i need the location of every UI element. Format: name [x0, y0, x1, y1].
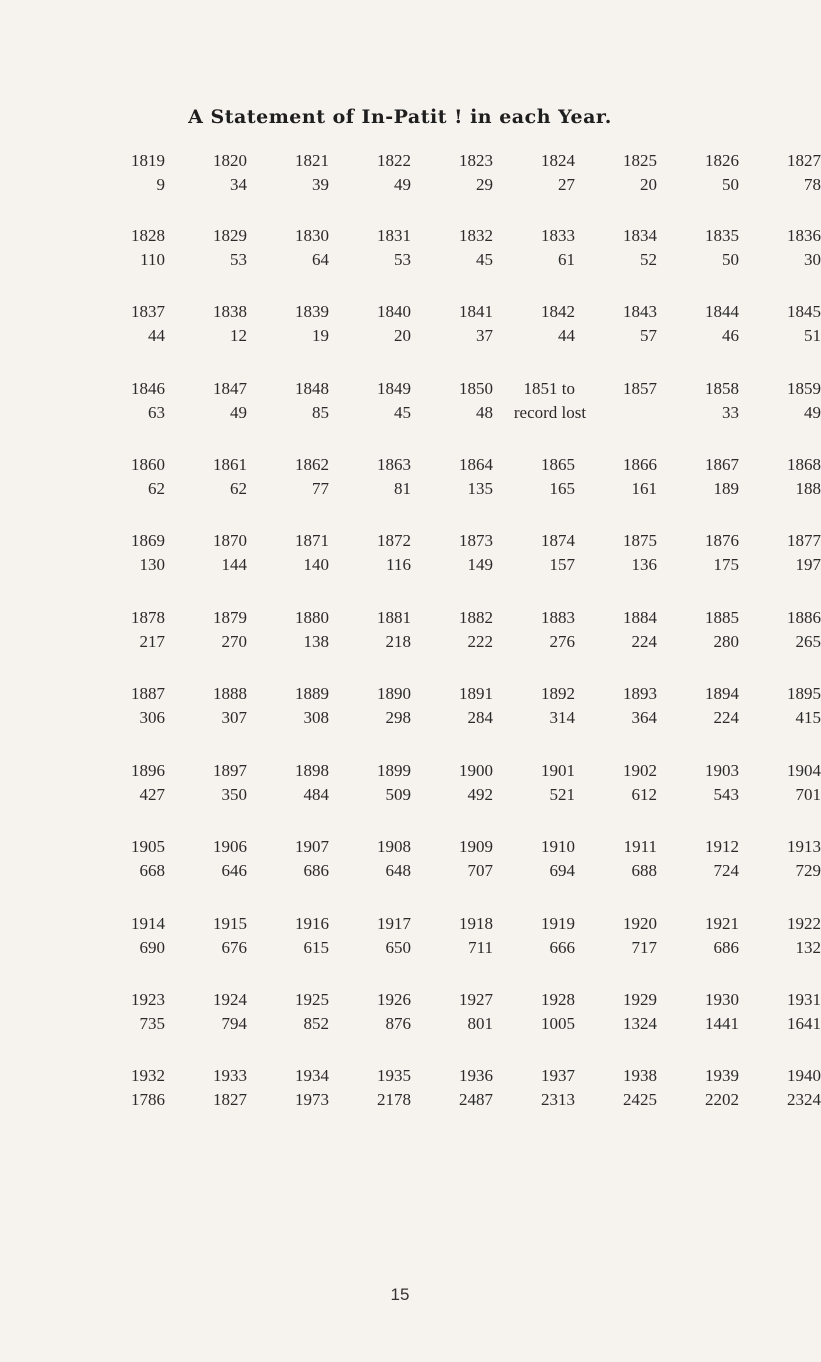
count-row — [105, 1089, 821, 1111]
year-row — [105, 150, 821, 172]
count-cell: 350 — [221, 785, 247, 804]
year-cell: 1940 — [787, 1066, 821, 1085]
year-cell: 1824 — [541, 151, 575, 170]
count-cell: 175 — [713, 555, 739, 574]
year-cell: 1902 — [623, 761, 657, 780]
count-cell: 217 — [139, 632, 165, 651]
count-cell: 218 — [385, 632, 411, 651]
year-cell: 1845 — [787, 302, 821, 321]
page-number: 15 — [390, 1285, 410, 1304]
count-cell: 707 — [467, 861, 493, 880]
count-cell: 188 — [795, 479, 821, 498]
year-cell: 1840 — [377, 302, 411, 321]
year-cell: 1929 — [623, 990, 657, 1009]
year-cell: 1884 — [623, 608, 657, 627]
count-row — [105, 707, 821, 729]
count-cell: 81 — [394, 479, 411, 498]
year-cell: 1861 — [213, 455, 247, 474]
count-cell: 64 — [312, 250, 329, 269]
count-cell: 484 — [303, 785, 329, 804]
year-cell: 1895 — [787, 684, 821, 703]
count-cell: 666 — [549, 938, 575, 957]
year-cell: 1828 — [131, 226, 165, 245]
year-cell: 1875 — [623, 531, 657, 550]
count-cell: 364 — [631, 708, 657, 727]
year-cell: 1925 — [295, 990, 329, 1009]
year-cell: 1837 — [131, 302, 165, 321]
count-cell: 735 — [139, 1014, 165, 1033]
year-cell: 1921 — [705, 914, 739, 933]
count-cell: 165 — [549, 479, 575, 498]
year-cell: 1906 — [213, 837, 247, 856]
count-cell: 140 — [303, 555, 329, 574]
year-cell: 1874 — [541, 531, 575, 550]
year-block — [105, 836, 821, 884]
count-cell: 135 — [467, 479, 493, 498]
count-cell: 270 — [221, 632, 247, 651]
year-cell: 1860 — [131, 455, 165, 474]
year-cell: 1898 — [295, 761, 329, 780]
year-cell: 1936 — [459, 1066, 493, 1085]
year-cell: 1926 — [377, 990, 411, 1009]
count-cell: 1786 — [131, 1090, 165, 1109]
year-cell: 1844 — [705, 302, 739, 321]
count-cell: 44 — [558, 326, 575, 345]
count-row — [105, 249, 821, 271]
count-cell: 686 — [713, 938, 739, 957]
count-cell: 48 — [476, 403, 493, 422]
count-cell: 717 — [631, 938, 657, 957]
year-cell: 1825 — [623, 151, 657, 170]
year-cell: 1827 — [787, 151, 821, 170]
year-cell: 1839 — [295, 302, 329, 321]
count-cell: 308 — [303, 708, 329, 727]
year-cell: 1919 — [541, 914, 575, 933]
year-cell: 1891 — [459, 684, 493, 703]
count-cell: 415 — [795, 708, 821, 727]
year-row — [105, 836, 821, 858]
year-cell: 1877 — [787, 531, 821, 550]
year-cell: 1886 — [787, 608, 821, 627]
year-row — [105, 1065, 821, 1087]
year-cell: 1857 — [623, 379, 657, 398]
year-cell: 1826 — [705, 151, 739, 170]
count-cell: 49 — [394, 175, 411, 194]
count-cell: 1005 — [541, 1014, 575, 1033]
count-cell: 51 — [804, 326, 821, 345]
year-cell: 1868 — [787, 455, 821, 474]
year-cell: 1901 — [541, 761, 575, 780]
count-cell: 427 — [139, 785, 165, 804]
count-cell: 650 — [385, 938, 411, 957]
count-cell: 50 — [722, 250, 739, 269]
year-block — [105, 378, 821, 426]
count-cell: 49 — [804, 403, 821, 422]
count-cell: 306 — [139, 708, 165, 727]
year-cell: 1903 — [705, 761, 739, 780]
count-cell: 314 — [549, 708, 575, 727]
year-cell: 1831 — [377, 226, 411, 245]
year-row — [105, 683, 821, 705]
count-row — [105, 325, 821, 347]
count-cell: 138 — [303, 632, 329, 651]
year-cell: 1822 — [377, 151, 411, 170]
year-cell: 1869 — [131, 531, 165, 550]
count-cell: 729 — [795, 861, 821, 880]
count-cell: 2487 — [459, 1090, 493, 1109]
count-cell: 136 — [631, 555, 657, 574]
year-cell: 1899 — [377, 761, 411, 780]
year-row — [105, 760, 821, 782]
count-cell: 44 — [148, 326, 165, 345]
count-cell: 57 — [640, 326, 657, 345]
count-cell: 724 — [713, 861, 739, 880]
year-cell: 1911 — [623, 837, 657, 856]
year-cell: 1842 — [541, 302, 575, 321]
year-cell: 1907 — [295, 837, 329, 856]
year-cell: 1871 — [295, 531, 329, 550]
year-cell: 1918 — [459, 914, 493, 933]
count-cell: 53 — [394, 250, 411, 269]
year-cell: 1897 — [213, 761, 247, 780]
count-cell: 307 — [221, 708, 247, 727]
count-row — [105, 937, 821, 959]
count-cell: 298 — [385, 708, 411, 727]
year-cell: 1889 — [295, 684, 329, 703]
count-cell: 50 — [722, 175, 739, 194]
count-cell: 130 — [139, 555, 165, 574]
count-cell: 12 — [230, 326, 247, 345]
count-cell: 1441 — [705, 1014, 739, 1033]
year-cell: 1878 — [131, 608, 165, 627]
year-block — [105, 301, 821, 349]
count-row — [105, 1013, 821, 1035]
year-cell: 1880 — [295, 608, 329, 627]
year-cell: 1937 — [541, 1066, 575, 1085]
count-cell: 648 — [385, 861, 411, 880]
count-cell: 78 — [804, 175, 821, 194]
count-cell: 45 — [476, 250, 493, 269]
count-row — [105, 402, 821, 424]
year-cell: 1863 — [377, 455, 411, 474]
year-cell: 1933 — [213, 1066, 247, 1085]
year-cell: 1867 — [705, 455, 739, 474]
count-cell: 110 — [140, 250, 165, 269]
count-cell: 668 — [139, 861, 165, 880]
year-cell: 1835 — [705, 226, 739, 245]
year-cell: 1865 — [541, 455, 575, 474]
count-cell: 794 — [221, 1014, 247, 1033]
year-cell: 1843 — [623, 302, 657, 321]
count-cell: 801 — [467, 1014, 493, 1033]
count-cell: 612 — [631, 785, 657, 804]
year-cell: 1896 — [131, 761, 165, 780]
count-cell: 1827 — [213, 1090, 247, 1109]
count-cell: 701 — [795, 785, 821, 804]
year-cell: 1848 — [295, 379, 329, 398]
year-cell: 1851 to — [523, 379, 575, 398]
year-block — [105, 760, 821, 808]
year-row — [105, 301, 821, 323]
count-cell: 224 — [713, 708, 739, 727]
year-cell: 1894 — [705, 684, 739, 703]
year-cell: 1923 — [131, 990, 165, 1009]
year-cell: 1887 — [131, 684, 165, 703]
count-cell: 284 — [467, 708, 493, 727]
year-cell: 1821 — [295, 151, 329, 170]
year-row — [105, 225, 821, 247]
count-cell: 197 — [795, 555, 821, 574]
year-cell: 1892 — [541, 684, 575, 703]
count-cell: 521 — [549, 785, 575, 804]
count-cell: 9 — [156, 175, 165, 194]
year-cell: 1820 — [213, 151, 247, 170]
record-lost-note: record lost — [513, 403, 587, 422]
count-cell: 144 — [221, 555, 247, 574]
count-cell: 543 — [713, 785, 739, 804]
count-cell: 1641 — [787, 1014, 821, 1033]
count-cell: 29 — [476, 175, 493, 194]
count-cell: 27 — [558, 175, 575, 194]
count-cell: 157 — [549, 555, 575, 574]
year-cell: 1922 — [787, 914, 821, 933]
year-row — [105, 378, 821, 400]
year-cell: 1823 — [459, 151, 493, 170]
year-cell: 1832 — [459, 226, 493, 245]
year-row — [105, 913, 821, 935]
count-cell: 2313 — [541, 1090, 575, 1109]
count-row — [105, 478, 821, 500]
year-cell: 1841 — [459, 302, 493, 321]
count-cell: 61 — [558, 250, 575, 269]
year-cell: 1883 — [541, 608, 575, 627]
year-cell: 1885 — [705, 608, 739, 627]
year-cell: 1915 — [213, 914, 247, 933]
year-cell: 1928 — [541, 990, 575, 1009]
count-cell: 39 — [312, 175, 329, 194]
year-cell: 1912 — [705, 837, 739, 856]
year-block — [105, 454, 821, 502]
count-cell: 686 — [303, 861, 329, 880]
year-cell: 1881 — [377, 608, 411, 627]
count-cell: 222 — [467, 632, 493, 651]
year-cell: 1876 — [705, 531, 739, 550]
count-cell: 45 — [394, 403, 411, 422]
year-block — [105, 1065, 821, 1113]
count-cell: 37 — [476, 326, 493, 345]
year-cell: 1847 — [213, 379, 247, 398]
year-block — [105, 530, 821, 578]
year-cell: 1913 — [787, 837, 821, 856]
count-cell: 224 — [631, 632, 657, 651]
count-cell: 34 — [230, 175, 247, 194]
count-row — [105, 631, 821, 653]
year-cell: 1932 — [131, 1066, 165, 1085]
year-cell: 1924 — [213, 990, 247, 1009]
count-cell: 52 — [640, 250, 657, 269]
count-cell: 280 — [713, 632, 739, 651]
year-block — [105, 225, 821, 273]
year-block — [105, 607, 821, 655]
year-cell: 1935 — [377, 1066, 411, 1085]
year-cell: 1830 — [295, 226, 329, 245]
count-cell: 132 — [795, 938, 821, 957]
count-cell: 694 — [549, 861, 575, 880]
count-cell: 189 — [713, 479, 739, 498]
year-cell: 1866 — [623, 455, 657, 474]
count-cell: 852 — [303, 1014, 329, 1033]
year-cell: 1904 — [787, 761, 821, 780]
year-block — [105, 683, 821, 731]
year-cell: 1938 — [623, 1066, 657, 1085]
year-block — [105, 150, 821, 198]
count-cell: 19 — [312, 326, 329, 345]
count-cell: 161 — [631, 479, 657, 498]
count-cell: 77 — [312, 479, 329, 498]
count-cell: 492 — [467, 785, 493, 804]
year-cell: 1888 — [213, 684, 247, 703]
year-cell: 1916 — [295, 914, 329, 933]
count-cell: 646 — [221, 861, 247, 880]
count-cell: 276 — [549, 632, 575, 651]
year-cell: 1910 — [541, 837, 575, 856]
year-cell: 1879 — [213, 608, 247, 627]
year-cell: 1873 — [459, 531, 493, 550]
count-cell: 2178 — [377, 1090, 411, 1109]
year-cell: 1870 — [213, 531, 247, 550]
year-cell: 1931 — [787, 990, 821, 1009]
year-cell: 1934 — [295, 1066, 329, 1085]
count-cell: 62 — [148, 479, 165, 498]
count-cell: 33 — [722, 403, 739, 422]
year-cell: 1858 — [705, 379, 739, 398]
count-row — [105, 784, 821, 806]
year-block — [105, 913, 821, 961]
count-cell: 46 — [722, 326, 739, 345]
page-title: A Statement of In-Patit ! in each Year. — [188, 106, 612, 128]
year-cell: 1908 — [377, 837, 411, 856]
count-cell: 688 — [631, 861, 657, 880]
year-cell: 1833 — [541, 226, 575, 245]
year-cell: 1838 — [213, 302, 247, 321]
year-row — [105, 607, 821, 629]
year-cell: 1927 — [459, 990, 493, 1009]
year-cell: 1850 — [459, 379, 493, 398]
year-cell: 1917 — [377, 914, 411, 933]
year-cell: 1890 — [377, 684, 411, 703]
year-row — [105, 530, 821, 552]
count-cell: 509 — [385, 785, 411, 804]
year-cell: 1893 — [623, 684, 657, 703]
count-cell: 49 — [230, 403, 247, 422]
count-row — [105, 554, 821, 576]
year-block — [105, 989, 821, 1037]
year-cell: 1900 — [459, 761, 493, 780]
count-cell: 876 — [385, 1014, 411, 1033]
year-cell: 1836 — [787, 226, 821, 245]
count-cell: 62 — [230, 479, 247, 498]
year-cell: 1849 — [377, 379, 411, 398]
count-cell: 615 — [303, 938, 329, 957]
year-cell: 1905 — [131, 837, 165, 856]
year-cell: 1939 — [705, 1066, 739, 1085]
count-cell: 1324 — [623, 1014, 657, 1033]
year-cell: 1909 — [459, 837, 493, 856]
year-row — [105, 989, 821, 1011]
year-cell: 1846 — [131, 379, 165, 398]
count-cell: 2425 — [623, 1090, 657, 1109]
count-cell: 85 — [312, 403, 329, 422]
count-cell: 711 — [468, 938, 493, 957]
year-cell: 1914 — [131, 914, 165, 933]
count-cell: 53 — [230, 250, 247, 269]
count-cell: 265 — [795, 632, 821, 651]
count-cell: 20 — [394, 326, 411, 345]
count-cell: 63 — [148, 403, 165, 422]
count-row — [105, 174, 821, 196]
year-cell: 1819 — [131, 151, 165, 170]
count-cell: 116 — [386, 555, 411, 574]
count-cell: 2202 — [705, 1090, 739, 1109]
year-cell: 1920 — [623, 914, 657, 933]
year-cell: 1872 — [377, 531, 411, 550]
year-cell: 1864 — [459, 455, 493, 474]
year-cell: 1882 — [459, 608, 493, 627]
count-cell: 2324 — [787, 1090, 821, 1109]
year-cell: 1829 — [213, 226, 247, 245]
count-cell: 149 — [467, 555, 493, 574]
year-cell: 1834 — [623, 226, 657, 245]
count-cell: 1973 — [295, 1090, 329, 1109]
year-cell: 1930 — [705, 990, 739, 1009]
count-cell: 690 — [139, 938, 165, 957]
year-row — [105, 454, 821, 476]
count-cell: 30 — [804, 250, 821, 269]
count-cell: 20 — [640, 175, 657, 194]
count-row — [105, 860, 821, 882]
count-cell: 676 — [221, 938, 247, 957]
year-cell: 1859 — [787, 379, 821, 398]
year-cell: 1862 — [295, 455, 329, 474]
